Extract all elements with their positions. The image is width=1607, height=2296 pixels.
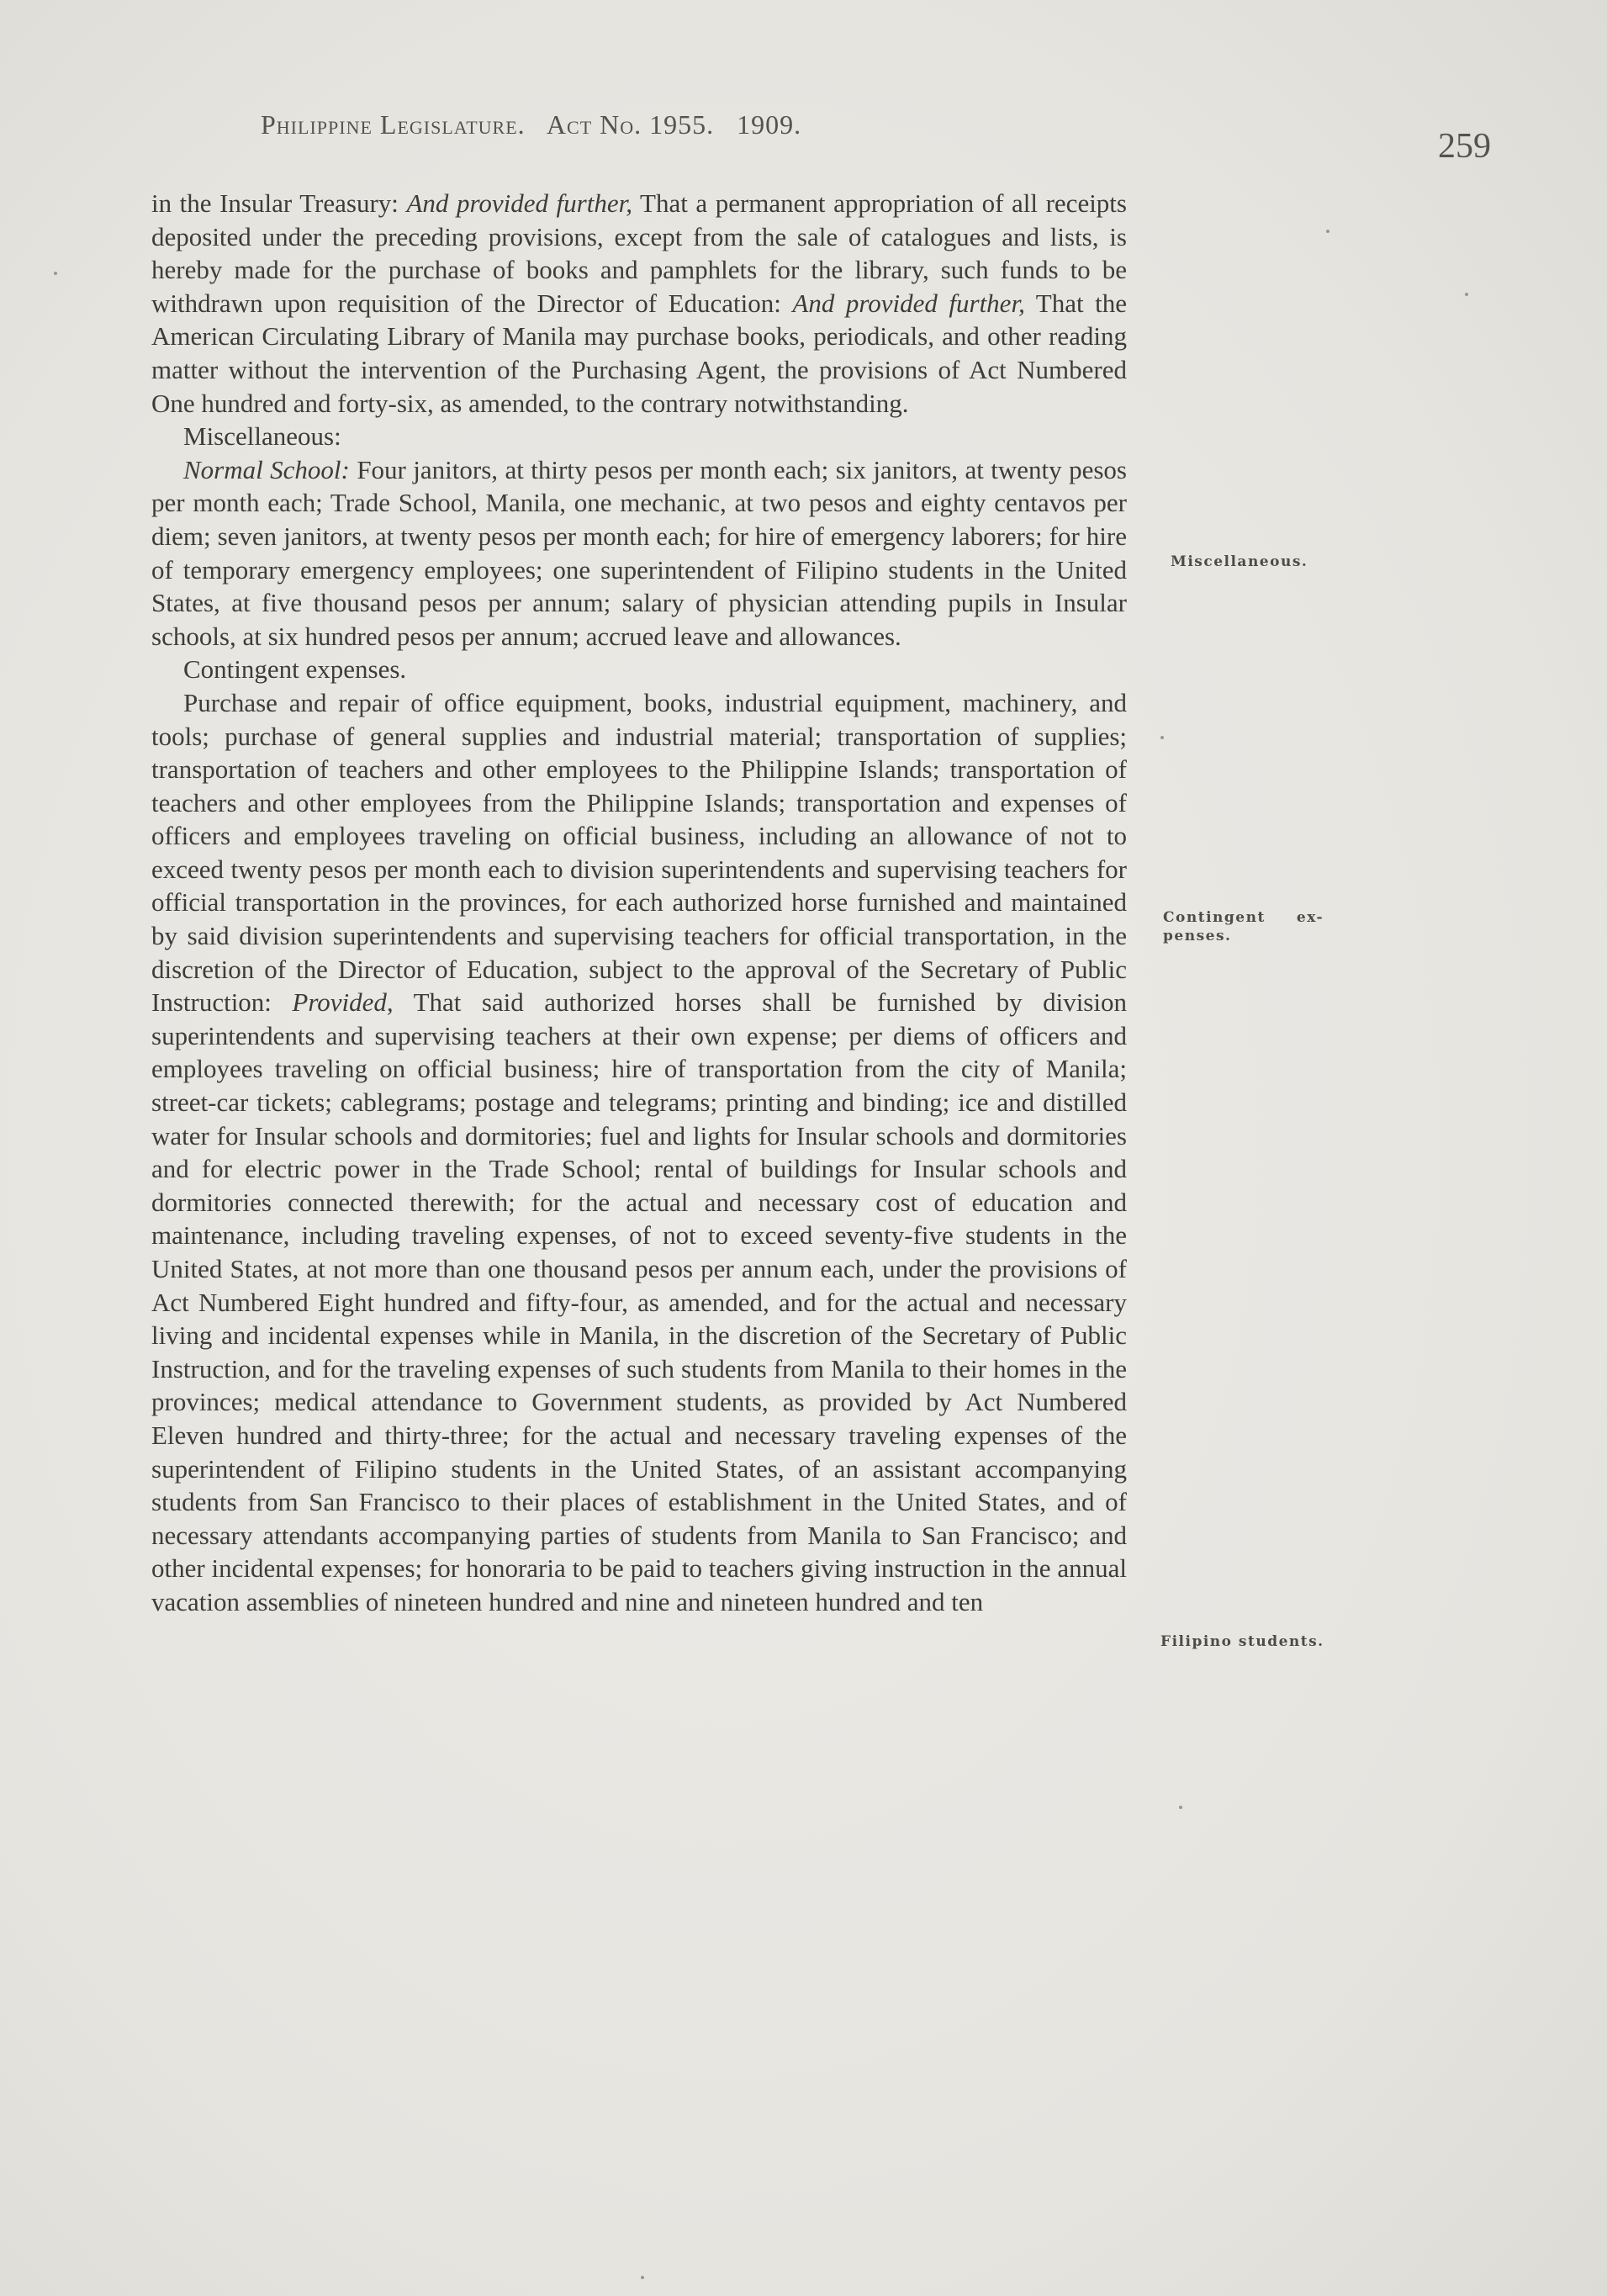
paper-speck <box>54 272 57 275</box>
paper-speck <box>641 2276 644 2279</box>
body-text <box>151 187 1127 1619</box>
paper-speck <box>1326 230 1329 233</box>
paragraph-miscellaneous: Normal School: Four janitors, at thirty pesos per month each; six janitors, at twenty pesos per month each; Trade School, Manila, one mechanic, at two pesos and eighty centavos per diem; seven janitors, at twenty pesos per month each; for hire of emergency laborers; for hire of temporary emergency employees; one superintendent of Filipino students in the United States, at five thousand pesos per annum; salary of physician attending pupils in Insular schools, at six hundred pesos per annum; accrued leave and allowances. <box>151 454 1127 651</box>
margin-note-contingent-expenses <box>1163 908 1382 945</box>
paragraph-library-provisions: in the Insular Treasury: And provided further, That a permanent appropriation of all receipts deposited under the preceding provisions, except from the sale of catalogues and lists, is hereby made for the purchase of books and pamphlets for the library, such funds to be withdrawn upon requisition of the Director of Education: And provided further, That the American Circulating Library of Manila may purchase books, periodicals, and other reading matter without the intervention of the Purchasing Agent, the provisions of Act Numbered One hundred and forty-six, as amended, to the contrary notwithstanding. <box>151 188 1127 418</box>
paper-speck <box>1160 736 1164 739</box>
heading-contingent-expenses: Contingent expenses. <box>183 654 407 685</box>
running-head-year: 1909. <box>737 109 802 140</box>
margin-note-contingent-text: Contingent ex- penses. <box>1163 909 1324 944</box>
running-head-title: Philippine Legislature. <box>261 109 526 140</box>
page-number: 259 <box>1438 127 1491 166</box>
paper-speck <box>1465 293 1468 296</box>
paragraph-contingent-expenses: Purchase and repair of office equipment, books, industrial equipment, machinery, and tools; purchase of general supplies and industrial material; transportation of supplies; transportation of teachers and other employees to the Philippine Islands; transportation of teachers and other employees from the Philippine Islands; transportation and expenses of officers and employees traveling on official business, including an allowance of not to exceed twenty pesos per month each to division superintendents and supervising teachers for official transportation in the provinces, for each authorized horse furnished and maintained by said division superintendents and supervising teachers for official transportation, in the discretion of the Director of Education, subject to the approval of the Secretary of Public Instruction: Provided, That said authorized horses shall be furnished by division superintendents and supervising teachers at their own expense; per diems of officers and employees traveling on official business; hire of transportation from the city of Manila; street-car tickets; cablegrams; postage and telegrams; printing and binding; ice and distilled water for Insular schools and dormitories; fuel and lights for Insular schools and dormitories and for electric power in the Trade School; rental of buildings for Insular schools and dormitories connected therewith; for the actual and necessary cost of education and maintenance, including traveling expenses, of not to exceed seventy-five students in the United States, at not more than one thousand pesos per annum each, under the provisions of Act Numbered Eight hundred and fifty-four, as amended, and for the actual and necessary living and incidental expenses while in Manila, in the discretion of the Secretary of Public Instruction, and for the traveling expenses of such students from Manila to their homes in the provinces; medical attendance to Government students, as provided by Act Numbered Eleven hundred and thirty-three; for the actual and necessary traveling expenses of the superintendent of Filipino students in the United States, of an assistant accompanying students from San Francisco to their places of establishment in the United States, and of necessary attendants accompanying parties of students from Manila to San Francisco; and other incidental expenses; for honoraria to be paid to teachers giving instruction in the annual vacation assemblies of nineteen hundred and nine and nineteen hundred and ten <box>151 687 1127 1616</box>
paper-speck <box>1179 1806 1182 1809</box>
heading-miscellaneous: Miscellaneous: <box>183 421 341 452</box>
running-head <box>261 109 817 140</box>
margin-note-miscellaneous: Miscellaneous. <box>1171 553 1308 570</box>
margin-note-filipino-students: Filipino students. <box>1160 1633 1324 1650</box>
running-head-act: Act No. 1955. <box>546 109 715 140</box>
